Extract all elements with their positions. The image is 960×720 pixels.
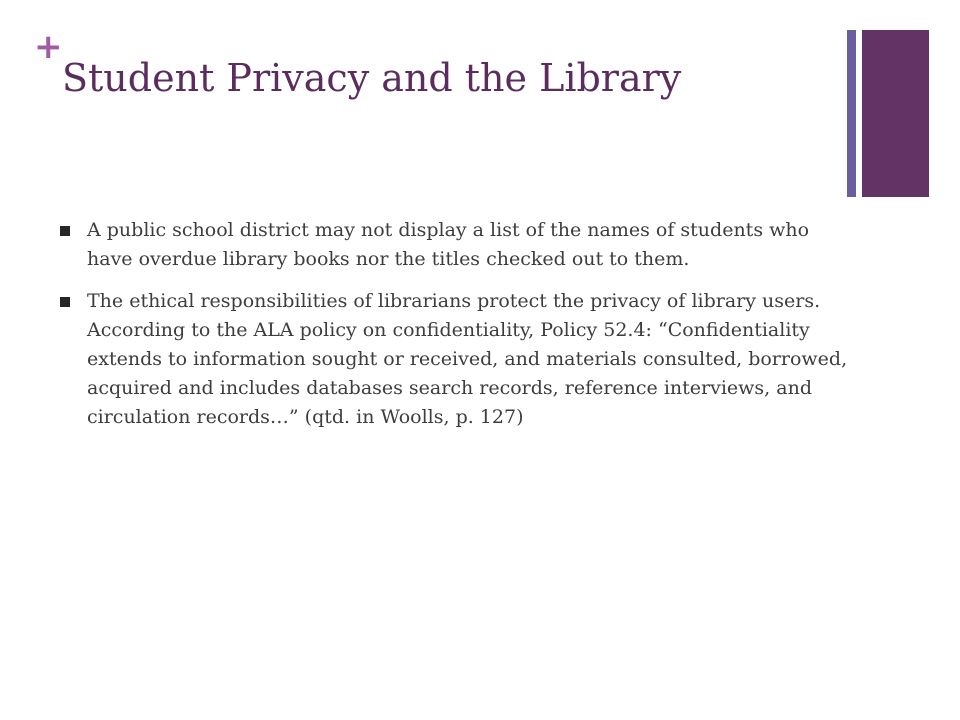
bullet-text: The ethical responsibilities of librarians protect the privacy of library users. According to the ALA policy on confidentiality, Policy 52.4: “Confidentiality extends to information sought or received, and materials consulted, borrowed, acquired and includes databases search records, reference interviews, and circulation records…” (qtd. in Woolls, p. 127) <box>87 290 848 428</box>
square-bullet-icon <box>60 297 70 307</box>
plus-icon: + <box>34 27 63 67</box>
accent-bar-thin <box>847 30 856 197</box>
square-bullet-icon <box>60 226 70 236</box>
slide-title: Student Privacy and the Library <box>62 56 682 100</box>
bullet-item <box>60 216 850 274</box>
bullet-list <box>60 216 850 445</box>
bullet-item <box>60 287 850 432</box>
bullet-text: A public school district may not display a list of the names of students who have overdue library books nor the titles checked out to them. <box>87 219 810 270</box>
accent-bar-thick <box>862 30 929 197</box>
